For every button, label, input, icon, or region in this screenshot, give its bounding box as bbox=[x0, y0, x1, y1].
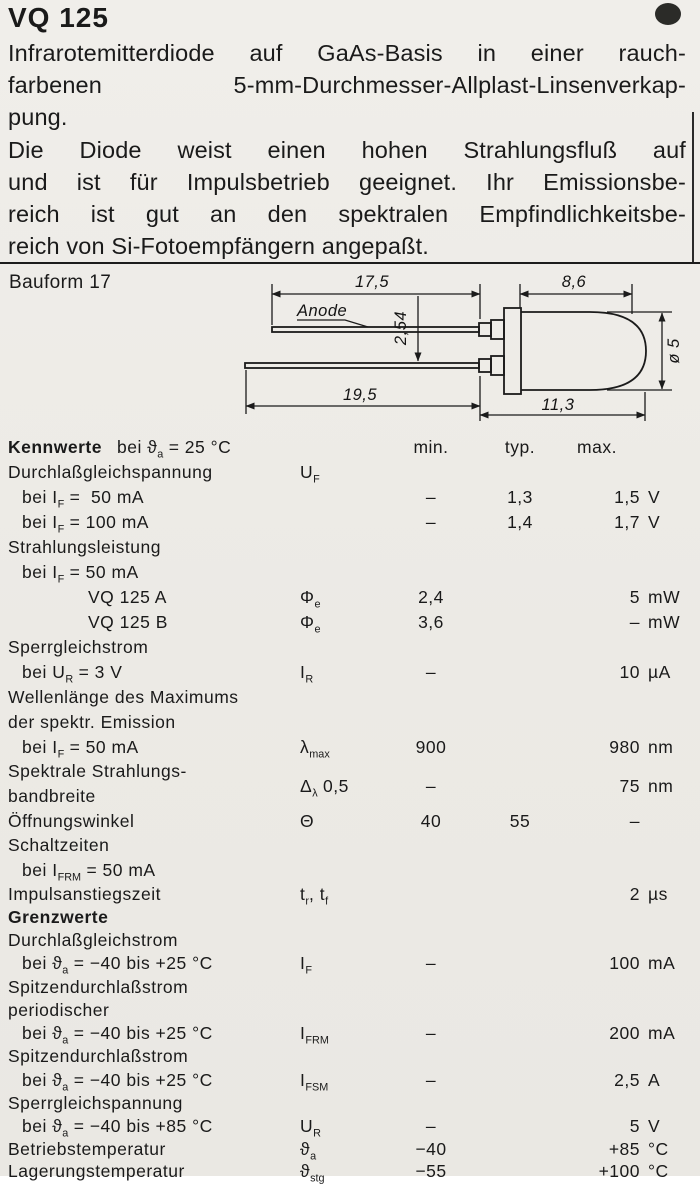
row-symbol: $I_F$ bbox=[300, 953, 312, 977]
table-row bbox=[0, 1160, 700, 1184]
table-row bbox=[0, 586, 700, 610]
unit-label: V bbox=[648, 1116, 661, 1136]
intro-line: reich ist gut an den spektralen Empfindlichkeitsbe- bbox=[8, 201, 686, 228]
row-symbol: $\lambda_{max}$ bbox=[300, 737, 330, 761]
row-symbol: $ϑ_a$ bbox=[300, 1139, 317, 1163]
min-value: – bbox=[425, 487, 437, 507]
table-row bbox=[0, 1115, 700, 1139]
row-label: bei $ϑ_a = -40$ bis +85 °C bbox=[22, 1116, 213, 1140]
dim-diameter-label: ø 5 bbox=[665, 338, 683, 364]
row-label: bei $I_{FRM} = 50$ mA bbox=[22, 860, 156, 884]
row-label: bei $ϑ_a = -40$ bis +25 °C bbox=[22, 1023, 213, 1047]
intro-line: und ist für Impulsbetrieb geeignet. Ihr Emissionsbe- bbox=[8, 168, 686, 195]
row-symbol: $I_R$ bbox=[300, 662, 314, 686]
row-label: bei $I_F = 50$ mA bbox=[22, 562, 139, 586]
unit-label: nm bbox=[648, 776, 674, 796]
row-label: Durchlaßgleichspannung bbox=[8, 462, 213, 482]
table-row bbox=[0, 511, 700, 535]
table-row bbox=[0, 883, 700, 907]
table-row bbox=[0, 810, 700, 834]
section-condition: bei $ϑ_a = 25$ °C bbox=[117, 437, 232, 461]
table-row bbox=[0, 929, 700, 953]
row-symbol: $I_{FRM}$ bbox=[300, 1023, 329, 1047]
row-label: Öffnungswinkel bbox=[8, 811, 135, 831]
row-label: periodischer bbox=[8, 1000, 110, 1020]
row-symbol: $t_r$, $t_f$ bbox=[300, 884, 329, 908]
unit-label: °C bbox=[648, 1139, 669, 1159]
max-value: 1,5 bbox=[614, 487, 640, 507]
max-value: 100 bbox=[609, 953, 640, 973]
table-row bbox=[0, 561, 700, 585]
intro-line: pung. bbox=[8, 104, 68, 131]
unit-label: mW bbox=[648, 587, 681, 607]
row-symbol: $\Delta_\lambda$ 0,5 bbox=[300, 776, 349, 800]
typ-value: 1,4 bbox=[507, 512, 533, 532]
intro-line: farbenen 5-mm-Durchmesser-Allplast-Linsenverkap- bbox=[8, 72, 686, 99]
row-symbol: Θ bbox=[300, 811, 315, 831]
dim-pitch-label: 2,54 bbox=[392, 310, 410, 346]
min-value: – bbox=[425, 662, 437, 682]
max-value: 1,7 bbox=[614, 512, 640, 532]
row-label: Sperrgleichspannung bbox=[8, 1093, 183, 1113]
row-symbol: $\Phi_e$ bbox=[300, 587, 321, 611]
table-row bbox=[0, 436, 700, 460]
max-value: 75 bbox=[619, 776, 640, 796]
dim-body-bottom-label: 11,3 bbox=[541, 396, 575, 414]
max-value: 2,5 bbox=[614, 1070, 640, 1090]
row-symbol: $U_F$ bbox=[300, 462, 320, 486]
min-value: 2,4 bbox=[418, 587, 444, 607]
intro-line: Infrarotemitterdiode auf GaAs-Basis in einer rauch- bbox=[8, 40, 686, 66]
max-value: 5 bbox=[629, 1116, 640, 1136]
min-value: −55 bbox=[415, 1161, 447, 1181]
table-row bbox=[0, 1069, 700, 1093]
max-value: – bbox=[629, 612, 640, 632]
table-row bbox=[0, 711, 700, 735]
row-label: Sperrgleichstrom bbox=[8, 637, 149, 657]
row-label: Spektrale Strahlungs- bbox=[8, 761, 187, 781]
min-value: – bbox=[425, 512, 437, 532]
table-row bbox=[0, 999, 700, 1023]
row-label: VQ 125 B bbox=[88, 612, 168, 632]
unit-label: mW bbox=[648, 612, 681, 632]
min-value: – bbox=[425, 1023, 437, 1043]
col-header-max: max. bbox=[577, 437, 617, 457]
row-label: Grenzwerte bbox=[8, 907, 109, 927]
dim-body-top-label: 8,6 bbox=[561, 273, 587, 291]
max-value: 980 bbox=[609, 737, 640, 757]
min-value: – bbox=[425, 953, 437, 973]
dim-lead-top-label: 17,5 bbox=[354, 273, 390, 291]
max-value: 200 bbox=[609, 1023, 640, 1043]
min-value: 900 bbox=[415, 737, 447, 757]
unit-label: V bbox=[648, 512, 661, 532]
row-label: Betriebstemperatur bbox=[8, 1139, 166, 1159]
table-row bbox=[0, 834, 700, 858]
row-label: Impulsanstiegszeit bbox=[8, 884, 161, 904]
table-row bbox=[0, 686, 700, 710]
table-row bbox=[0, 859, 700, 883]
max-value: 10 bbox=[619, 662, 640, 682]
row-label: bei $U_R = 3$ V bbox=[22, 662, 123, 686]
table-row bbox=[0, 906, 700, 930]
min-value: – bbox=[425, 1070, 437, 1090]
row-label: VQ 125 A bbox=[88, 587, 167, 607]
table-row bbox=[0, 976, 700, 1000]
row-label: bandbreite bbox=[8, 786, 96, 806]
col-header-min: min. bbox=[413, 437, 449, 457]
col-header-typ: typ. bbox=[504, 437, 536, 457]
table-row bbox=[0, 661, 700, 685]
row-label: Spitzendurchlaßstrom bbox=[8, 1046, 189, 1066]
min-value: – bbox=[425, 1116, 437, 1136]
unit-label: A bbox=[648, 1070, 661, 1090]
bauform-label: Bauform 17 bbox=[9, 272, 112, 293]
table-row bbox=[0, 1045, 700, 1069]
typ-value: 1,3 bbox=[507, 487, 533, 507]
max-value: 5 bbox=[629, 587, 640, 607]
row-symbol: $ϑ_{stg}$ bbox=[300, 1161, 325, 1185]
min-value: – bbox=[425, 776, 437, 796]
row-label: bei $I_F = 100$ mA bbox=[22, 512, 149, 536]
table-row bbox=[0, 1092, 700, 1116]
row-label: Strahlungsleistung bbox=[8, 537, 161, 557]
table-row bbox=[0, 536, 700, 560]
table-row bbox=[0, 636, 700, 660]
row-symbol: $\Phi_e$ bbox=[300, 612, 321, 636]
row-label: bei $ϑ_a = -40$ bis +25 °C bbox=[22, 953, 213, 977]
row-label: der spektr. Emission bbox=[8, 712, 176, 732]
min-value: 40 bbox=[420, 811, 442, 831]
section-title: Kennwerte bbox=[8, 437, 102, 457]
max-value: +100 bbox=[598, 1161, 640, 1181]
min-value: 3,6 bbox=[418, 612, 444, 632]
table-row bbox=[0, 736, 700, 760]
page-title: VQ 125 bbox=[8, 2, 109, 33]
table-row bbox=[0, 1138, 700, 1162]
row-label: Durchlaßgleichstrom bbox=[8, 930, 178, 950]
table-row bbox=[0, 1022, 700, 1046]
row-label: Wellenlänge des Maximums bbox=[8, 687, 239, 707]
unit-label: mA bbox=[648, 953, 676, 973]
max-value: +85 bbox=[608, 1139, 640, 1159]
anode-label: Anode bbox=[297, 302, 348, 320]
unit-label: mA bbox=[648, 1023, 676, 1043]
row-label: bei $I_F = 50$ mA bbox=[22, 487, 145, 511]
intro-line: Die Diode weist einen hohen Strahlungsfluß auf bbox=[8, 136, 686, 163]
row-symbol: $I_{FSM}$ bbox=[300, 1070, 329, 1094]
unit-label: V bbox=[648, 487, 661, 507]
unit-label: nm bbox=[648, 737, 674, 757]
row-symbol: $U_R$ bbox=[300, 1116, 321, 1140]
intro-line: reich von Si-Fotoempfängern angepaßt. bbox=[8, 233, 429, 260]
min-value: −40 bbox=[415, 1139, 447, 1159]
table-row bbox=[0, 952, 700, 976]
row-label: Schaltzeiten bbox=[8, 835, 110, 855]
max-value: 2 bbox=[629, 884, 640, 904]
table-row bbox=[0, 776, 700, 809]
row-label: Lagerungstemperatur bbox=[8, 1161, 185, 1181]
unit-label: µA bbox=[648, 662, 671, 682]
unit-label: °C bbox=[648, 1161, 669, 1181]
unit-label: µs bbox=[648, 884, 668, 904]
max-value: – bbox=[629, 811, 640, 831]
table-row bbox=[0, 611, 700, 635]
dim-lead-bottom-label: 19,5 bbox=[342, 386, 378, 404]
row-label: Spitzendurchlaßstrom bbox=[8, 977, 189, 997]
typ-value: 55 bbox=[509, 811, 531, 831]
table-row bbox=[0, 486, 700, 510]
row-label: bei $ϑ_a = -40$ bis +25 °C bbox=[22, 1070, 213, 1094]
table-row bbox=[0, 461, 700, 485]
row-label: bei $I_F = 50$ mA bbox=[22, 737, 139, 761]
